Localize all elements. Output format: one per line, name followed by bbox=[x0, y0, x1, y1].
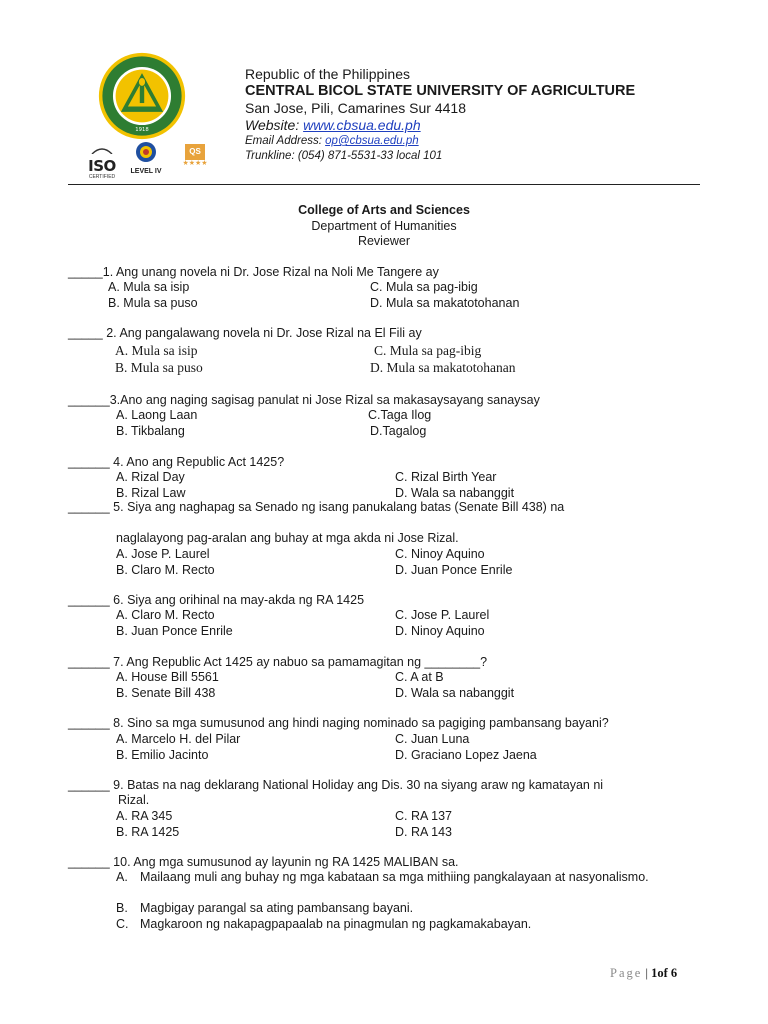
option-a: A. Jose P. Laurel bbox=[116, 547, 210, 561]
option-b-letter: B. bbox=[116, 901, 128, 915]
trunkline: Trunkline: (054) 871-5531-33 local 101 bbox=[245, 150, 443, 162]
website-label: Website: bbox=[245, 117, 300, 133]
option-b: B. Mula sa puso bbox=[115, 360, 203, 375]
iso-badge bbox=[84, 141, 120, 180]
question-text: ______ 8. Sino sa mga sumusunod ang hindi naging nominado sa pagiging pambansang bayani? bbox=[68, 716, 609, 730]
option-b: B. Juan Ponce Enrile bbox=[116, 624, 233, 638]
option-c: C. A at B bbox=[395, 670, 444, 684]
letterhead bbox=[245, 66, 715, 164]
question-3 bbox=[68, 393, 708, 409]
option-c-letter: C. bbox=[116, 917, 129, 931]
option-c-text: Magkaroon ng nakapagpapaalab na pinagmulan ng pagkamakabayan. bbox=[140, 917, 532, 931]
option-a: A. Laong Laan bbox=[116, 408, 198, 422]
question-5-continuation: naglalayong pag-aralan ang buhay at mga akda ni Jose Rizal. bbox=[116, 531, 459, 545]
seal-year: 1918 bbox=[135, 127, 149, 134]
option-d: D. Ninoy Aquino bbox=[395, 624, 485, 638]
email-label: Email Address: bbox=[245, 135, 322, 147]
option-c: C. Mula sa pag-ibig bbox=[370, 280, 478, 294]
document-titles bbox=[68, 203, 700, 250]
qs-label: QS bbox=[185, 144, 205, 160]
page-number: 1of 6 bbox=[651, 966, 678, 980]
option-d: D.Tagalog bbox=[370, 424, 427, 438]
university-seal-logo bbox=[98, 52, 186, 140]
question-10 bbox=[68, 855, 708, 871]
page-word: Page bbox=[610, 966, 643, 980]
level-emblem-icon bbox=[135, 141, 157, 163]
option-d: D. RA 143 bbox=[395, 825, 452, 839]
question-text: ______3.Ano ang naging sagisag panulat ni Jose Rizal sa makasaysayang sanaysay bbox=[68, 393, 540, 407]
option-b: B. Senate Bill 438 bbox=[116, 686, 216, 700]
website-link[interactable]: www.cbsua.edu.ph bbox=[303, 117, 421, 133]
option-c: C. Jose P. Laurel bbox=[395, 608, 490, 622]
option-b: B. RA 1425 bbox=[116, 825, 180, 839]
question-7 bbox=[68, 655, 708, 671]
qs-badge bbox=[176, 141, 214, 168]
iso-certified-label: CERTIFIED bbox=[88, 174, 116, 180]
question-text: ______ 6. Siya ang orihinal na may-akda ng RA 1425 bbox=[68, 593, 365, 607]
iso-label: ISO bbox=[88, 157, 116, 175]
question-4 bbox=[68, 455, 708, 471]
option-a: A. Mula sa isip bbox=[115, 343, 198, 358]
option-d: D. Wala sa nabanggit bbox=[395, 486, 515, 500]
email-link[interactable]: op@cbsua.edu.ph bbox=[325, 135, 419, 147]
question-text: ______ 9. Batas na nag deklarang National Holiday ang Dis. 30 na siyang araw ng kamatayan ni bbox=[68, 778, 604, 792]
qs-stars-label: ★★★★ bbox=[182, 160, 208, 167]
option-d: D. Mula sa makatotohanan bbox=[370, 360, 516, 375]
iso-arc-icon bbox=[90, 146, 114, 154]
question-8 bbox=[68, 716, 708, 732]
option-a-letter: A. bbox=[116, 870, 128, 884]
accreditation-badges bbox=[84, 141, 224, 180]
college-title: College of Arts and Sciences bbox=[298, 203, 470, 217]
email-line bbox=[245, 134, 715, 149]
option-c: C.Taga Ilog bbox=[368, 408, 432, 422]
question-1 bbox=[68, 265, 708, 281]
option-c: C. Ninoy Aquino bbox=[395, 547, 485, 561]
option-b: B. Emilio Jacinto bbox=[116, 748, 209, 762]
option-a: A. Claro M. Recto bbox=[116, 608, 215, 622]
question-text: ______ 10. Ang mga sumusunod ay layunin ng RA 1425 MALIBAN sa. bbox=[68, 855, 459, 869]
page-separator: | bbox=[645, 966, 648, 980]
level-label: LEVEL IV bbox=[130, 168, 162, 175]
option-d: D. Graciano Lopez Jaena bbox=[395, 748, 537, 762]
option-b: B. Claro M. Recto bbox=[116, 563, 215, 577]
option-a: A. Rizal Day bbox=[116, 470, 185, 484]
university-name: CENTRAL BICOL STATE UNIVERSITY OF AGRICULTURE bbox=[245, 83, 636, 99]
department-title: Department of Humanities bbox=[311, 218, 457, 233]
option-c: C. Juan Luna bbox=[395, 732, 470, 746]
question-5 bbox=[68, 500, 708, 516]
option-a-text: Mailaang muli ang buhay ng mga kabataan sa mga mithiing pangkalayaan at nasyonalismo. bbox=[140, 870, 649, 884]
question-text: _____1. Ang unang novela ni Dr. Jose Rizal na Noli Me Tangere ay bbox=[68, 265, 439, 279]
university-address: San Jose, Pili, Camarines Sur 4418 bbox=[245, 100, 466, 116]
question-6 bbox=[68, 593, 708, 609]
question-text: ______ 5. Siya ang naghapag sa Senado ng isang panukalang batas (Senate Bill 438) na bbox=[68, 500, 565, 514]
question-9-continuation: Rizal. bbox=[118, 793, 150, 807]
page-footer bbox=[610, 966, 677, 981]
option-a: A. Marcelo H. del Pilar bbox=[116, 732, 241, 746]
question-text: ______ 4. Ano ang Republic Act 1425? bbox=[68, 455, 285, 469]
question-2 bbox=[68, 326, 708, 342]
option-a: A. Mula sa isip bbox=[108, 280, 190, 294]
option-d: D. Mula sa makatotohanan bbox=[370, 296, 520, 310]
option-d: D. Juan Ponce Enrile bbox=[395, 563, 513, 577]
header-divider bbox=[68, 184, 700, 185]
option-d: D. Wala sa nabanggit bbox=[395, 686, 515, 700]
country-line: Republic of the Philippines bbox=[245, 66, 410, 82]
reviewer-title: Reviewer bbox=[357, 234, 411, 248]
question-text: _____ 2. Ang pangalawang novela ni Dr. Jose Rizal na El Fili ay bbox=[68, 326, 422, 340]
option-b: B. Mula sa puso bbox=[108, 296, 198, 310]
option-a: A. RA 345 bbox=[116, 809, 173, 823]
option-c: C. RA 137 bbox=[395, 809, 452, 823]
option-c: C. Mula sa pag-ibig bbox=[374, 343, 482, 358]
option-b: B. Rizal Law bbox=[116, 486, 186, 500]
level-badge bbox=[126, 141, 166, 176]
website-line bbox=[245, 117, 715, 134]
option-a: A. House Bill 5561 bbox=[116, 670, 219, 684]
option-c: C. Rizal Birth Year bbox=[395, 470, 497, 484]
question-text: ______ 7. Ang Republic Act 1425 ay nabuo sa pamamagitan ng ________? bbox=[68, 655, 488, 669]
question-9 bbox=[68, 778, 708, 794]
option-b-text: Magbigay parangal sa ating pambansang bayani. bbox=[140, 901, 414, 915]
option-b: B. Tikbalang bbox=[116, 424, 185, 438]
